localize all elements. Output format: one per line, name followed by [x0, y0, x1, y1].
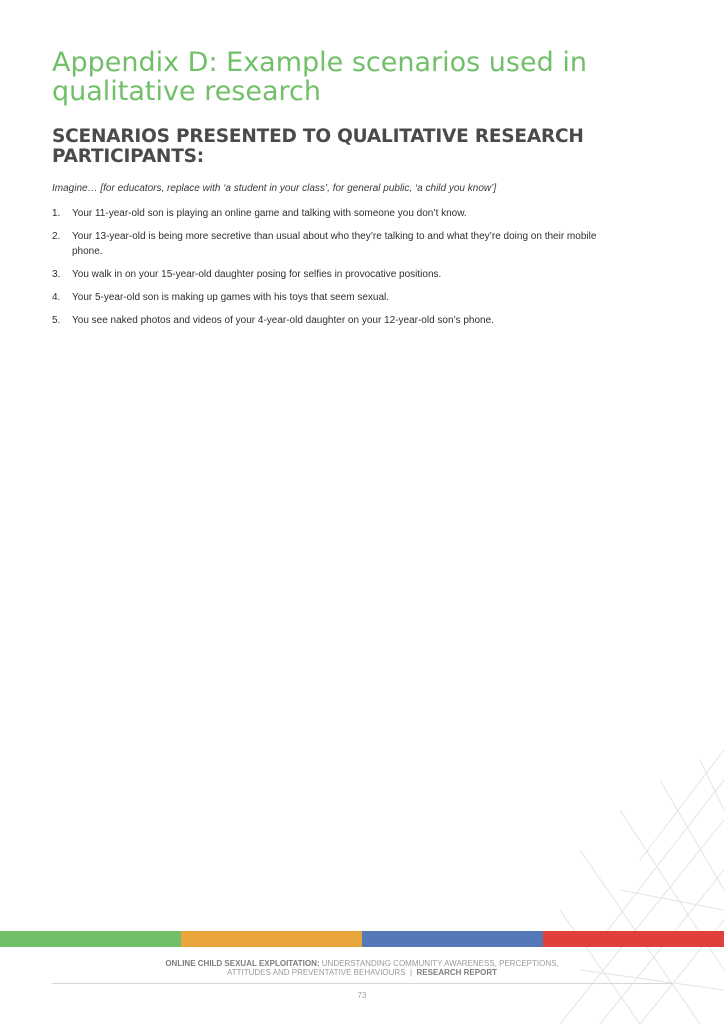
- list-text: Your 13-year-old is being more secretive than usual about who they’re talking to and what they’re doing on their mobile phone.: [72, 231, 597, 257]
- page-title: Appendix D: Example scenarios used in qualitative research: [52, 47, 587, 107]
- list-text: Your 11-year-old son is playing an online game and talking with someone you don’t know.: [72, 208, 467, 219]
- list-number: 4.: [52, 292, 61, 303]
- list-item: [52, 313, 622, 328]
- color-bar-segment: [362, 931, 543, 947]
- color-bar-segment: [0, 931, 181, 947]
- footer-title-line2: [0, 968, 724, 977]
- footer-separator: |: [410, 968, 413, 977]
- list-text: You walk in on your 15-year-old daughter posing for selfies in provocative positions.: [72, 269, 442, 280]
- footer-subtitle-part2: ATTITUDES AND PREVENTATIVE BEHAVIOURS: [227, 968, 406, 977]
- footer-subtitle-part1: UNDERSTANDING COMMUNITY AWARENESS, PERCEPTIONS,: [319, 959, 559, 968]
- list-number: 3.: [52, 269, 61, 280]
- list-item: [52, 229, 622, 259]
- intro-text: Imagine… [for educators, replace with ‘a student in your class’, for general public, ‘a child you know’]: [52, 183, 497, 194]
- list-text: Your 5-year-old son is making up games with his toys that seem sexual.: [72, 292, 390, 303]
- footer-color-bar: [0, 931, 724, 947]
- list-item: [52, 206, 622, 221]
- decorative-lines-graphic: [560, 740, 724, 1024]
- list-text: You see naked photos and videos of your 4-year-old daughter on your 12-year-old son’s phone.: [72, 315, 494, 326]
- list-number: 5.: [52, 315, 61, 326]
- footer-report-label: RESEARCH REPORT: [416, 968, 497, 977]
- list-number: 2.: [52, 231, 61, 242]
- list-item: [52, 267, 622, 282]
- list-item: [52, 290, 622, 305]
- footer-title-line1: [0, 959, 724, 968]
- footer-report-name: ONLINE CHILD SEXUAL EXPLOITATION:: [165, 959, 320, 968]
- section-heading: SCENARIOS PRESENTED TO QUALITATIVE RESEARCH PARTICIPANTS:: [52, 126, 584, 167]
- color-bar-segment: [181, 931, 362, 947]
- list-number: 1.: [52, 208, 61, 219]
- page-number: 73: [357, 991, 367, 1000]
- scenario-list: [52, 206, 622, 336]
- footer-divider: [52, 983, 672, 984]
- color-bar-segment: [543, 931, 724, 947]
